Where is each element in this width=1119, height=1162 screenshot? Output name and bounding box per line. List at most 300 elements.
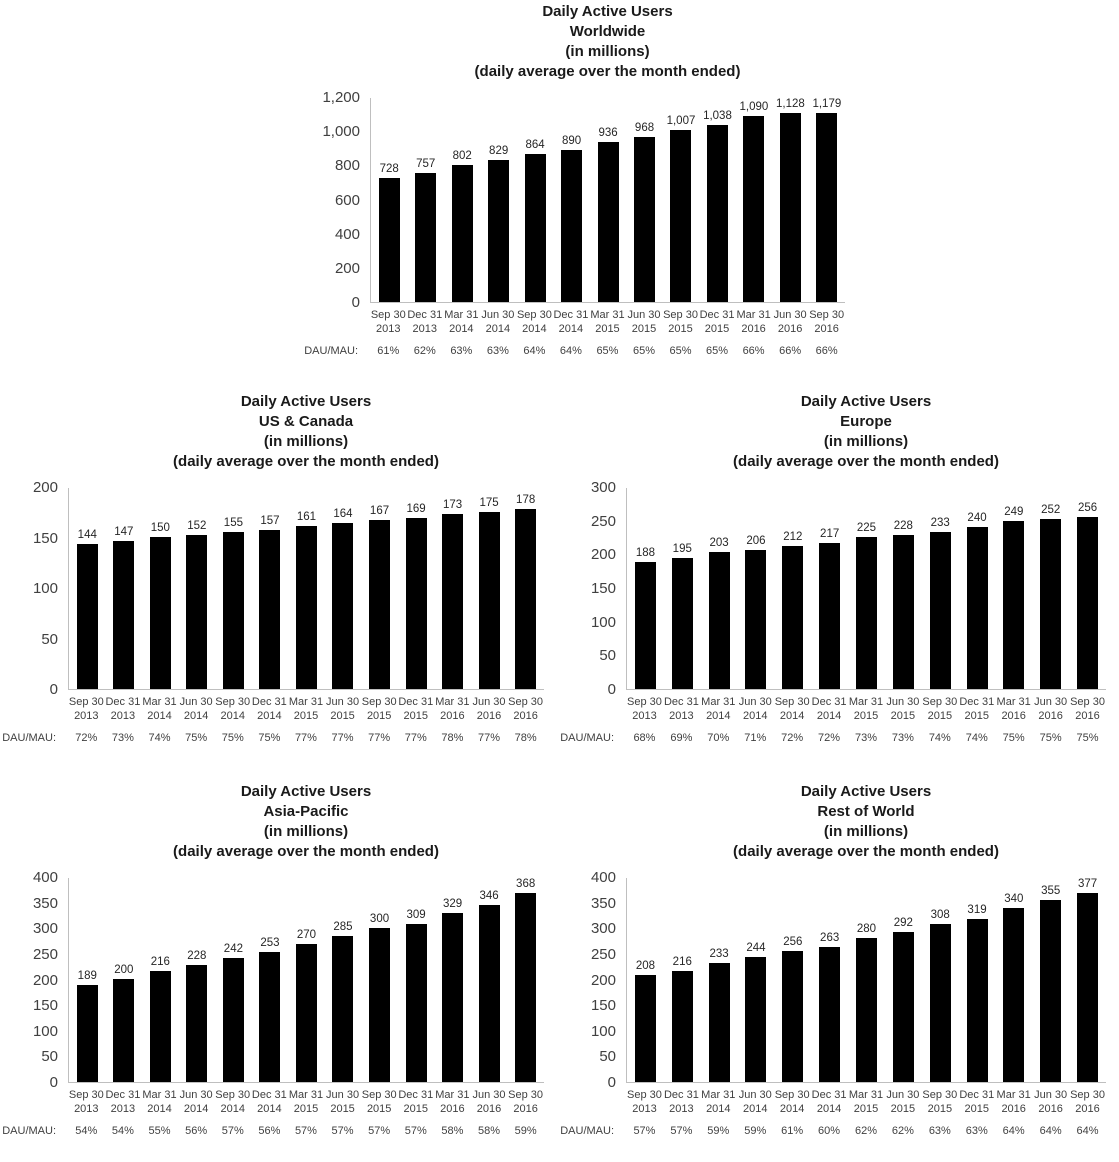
y-axis-tick-label: 350 — [32, 895, 58, 912]
bar-value-label: 233 — [930, 517, 950, 529]
dau-mau-label: DAU/MAU: — [560, 1125, 614, 1137]
chart-worldwide — [280, 2, 860, 358]
bar-value-label: 169 — [406, 503, 426, 515]
y-axis-tick-label: 300 — [32, 920, 58, 937]
bar-value-label: 216 — [150, 956, 170, 968]
x-axis-label-year: 2016 — [1001, 710, 1026, 722]
bar-slot — [434, 488, 471, 689]
bar-value-label: 256 — [1077, 502, 1098, 514]
bar-value-label: 188 — [635, 547, 656, 559]
bar-value-label: 161 — [296, 511, 317, 523]
x-axis-label — [434, 695, 471, 723]
y-axis-tick-label: 200 — [32, 972, 58, 989]
bar-slot — [434, 878, 471, 1082]
bar — [406, 518, 427, 689]
dau-mau-value: 75% — [1076, 732, 1099, 744]
bar — [782, 951, 803, 1082]
x-axis-label-year: 2016 — [1001, 1103, 1026, 1115]
dau-mau-value: 62% — [854, 1125, 877, 1137]
x-axis-label-year: 2013 — [632, 710, 657, 722]
x-axis-label — [324, 695, 361, 723]
bar-slot — [1032, 878, 1069, 1082]
x-axis-label — [663, 1088, 700, 1116]
x-axis-label — [141, 695, 178, 723]
bar-value-label: 329 — [442, 898, 463, 910]
bar-value-label: 155 — [223, 517, 243, 529]
x-axis-label-date: Dec 31 — [553, 309, 589, 321]
bar — [635, 975, 656, 1082]
dau-mau-value: 56% — [185, 1125, 208, 1137]
bar-value-label: 228 — [893, 520, 913, 532]
bar-slot — [507, 488, 544, 689]
y-axis-tick-label: 400 — [32, 869, 58, 886]
bar-slot — [444, 98, 480, 302]
x-axis-label-date: Jun 30 — [773, 309, 807, 321]
bar-slot — [772, 98, 808, 302]
bar-slot — [407, 98, 443, 302]
x-axis-label-date: Dec 31 — [398, 1089, 434, 1101]
x-axis-label — [288, 695, 325, 723]
x-axis-label-date: Mar 31 — [996, 1089, 1031, 1101]
x-axis-label-year: 2015 — [631, 323, 657, 335]
bar-slot — [371, 98, 407, 302]
x-axis-label-date: Dec 31 — [811, 696, 847, 708]
x-axis-label-year: 2015 — [890, 1103, 916, 1115]
bar-slot — [252, 488, 289, 689]
bar-slot — [325, 488, 362, 689]
bar-value-label: 936 — [598, 127, 618, 139]
bar-value-label: 1,038 — [703, 110, 732, 122]
bar-slot — [288, 488, 325, 689]
bar — [893, 535, 914, 689]
x-axis-label-year: 2015 — [595, 323, 620, 335]
bar-slot — [699, 98, 735, 302]
x-axis-label-year: 2015 — [293, 1103, 319, 1115]
chart-title-line-4: (daily average over the month ended) — [474, 63, 741, 80]
x-axis-label — [1032, 695, 1069, 723]
x-axis-label-date: Dec 31 — [407, 309, 443, 321]
dau-mau-value: 57% — [294, 1125, 317, 1137]
x-axis-label-year: 2015 — [927, 710, 953, 722]
x-axis-label-date: Jun 30 — [179, 696, 213, 708]
bar — [415, 173, 436, 302]
y-axis-tick-label: 50 — [41, 1048, 58, 1065]
bar-slot — [664, 878, 701, 1082]
x-axis-label-year: 2014 — [147, 710, 172, 722]
bar-slot — [848, 488, 885, 689]
x-axis-label — [737, 695, 774, 723]
x-axis-label-year: 2014 — [485, 323, 511, 335]
x-axis-label — [480, 308, 517, 336]
y-axis-tick-label: 200 — [32, 479, 58, 496]
y-axis-tick-label: 200 — [590, 546, 616, 563]
bar — [150, 537, 171, 689]
bar — [369, 928, 390, 1082]
x-axis-label — [662, 308, 699, 336]
chart-title-line-2: US & Canada — [258, 413, 354, 430]
bar — [1040, 900, 1061, 1082]
dau-mau-value: 72% — [781, 732, 804, 744]
bar-value-label: 340 — [1004, 893, 1024, 905]
bar-value-label: 355 — [1041, 885, 1061, 897]
bar-slot — [517, 98, 553, 302]
x-axis-label-year: 2014 — [257, 1103, 282, 1115]
x-axis-label — [178, 1088, 215, 1116]
x-axis-label — [589, 308, 626, 336]
x-axis-label-date: Mar 31 — [142, 696, 177, 708]
bar — [515, 893, 536, 1082]
dau-mau-value: 72% — [75, 732, 98, 744]
x-axis-label-date: Dec 31 — [398, 696, 434, 708]
x-axis-label-year: 2014 — [257, 710, 282, 722]
dau-mau-value: 75% — [185, 732, 208, 744]
bar — [406, 924, 427, 1082]
x-axis-label-date: Jun 30 — [1034, 696, 1068, 708]
chart-title-line-2: Asia-Pacific — [263, 803, 349, 820]
x-axis-label-date: Mar 31 — [288, 696, 324, 708]
x-axis-label-year: 2015 — [330, 710, 355, 722]
bar-value-label: 203 — [709, 537, 729, 549]
bar-value-label: 152 — [187, 520, 207, 532]
x-axis-label-year: 2015 — [668, 323, 693, 335]
dau-mau-value: 78% — [441, 732, 464, 744]
x-axis-label-year: 2013 — [669, 1103, 694, 1115]
x-axis-label — [471, 695, 508, 723]
y-axis-tick-label: 100 — [590, 1023, 616, 1040]
bar-value-label: 346 — [479, 890, 499, 902]
y-axis-tick-label: 0 — [607, 1074, 616, 1091]
bar-value-label: 728 — [379, 163, 399, 175]
x-axis-label-date: Sep 30 — [215, 1089, 251, 1101]
bar-slot — [774, 488, 811, 689]
x-axis-label — [361, 695, 398, 723]
bar-value-label: 802 — [452, 150, 472, 162]
x-axis — [626, 695, 1106, 723]
x-axis-label-date: Dec 31 — [251, 696, 287, 708]
bar-value-label: 164 — [333, 508, 353, 520]
bar — [819, 543, 840, 689]
chart-europe — [560, 392, 1116, 745]
x-axis-label-year: 2014 — [183, 1103, 209, 1115]
dau-mau-value: 57% — [368, 1125, 391, 1137]
bar-slot — [959, 488, 996, 689]
bar-slot — [995, 488, 1032, 689]
bar-value-label: 208 — [635, 960, 656, 972]
x-axis-label-year: 2015 — [964, 1103, 989, 1115]
dau-mau-value: 65% — [596, 345, 619, 357]
y-axis-tick-label: 50 — [599, 1048, 616, 1065]
dau-mau-value: 63% — [486, 345, 509, 357]
chart-body — [2, 479, 558, 698]
x-axis-label — [700, 695, 737, 723]
x-axis-label-date: Mar 31 — [590, 309, 625, 321]
x-axis-label-year: 2016 — [513, 1103, 538, 1115]
x-axis-label-year: 2016 — [1075, 1103, 1100, 1115]
dau-mau-value: 61% — [781, 1125, 804, 1137]
x-axis-label-date: Sep 30 — [774, 1089, 810, 1101]
x-axis-label — [407, 308, 444, 336]
chart-title-europe — [626, 392, 1106, 472]
x-axis-label-date: Jun 30 — [179, 1089, 213, 1101]
x-axis-label-date: Dec 31 — [663, 1089, 699, 1101]
x-axis-label-year: 2016 — [1038, 1103, 1063, 1115]
bar-value-label: 216 — [672, 956, 692, 968]
bar-slot — [471, 488, 508, 689]
bar-value-label: 242 — [223, 943, 243, 955]
x-axis-label-date: Mar 31 — [435, 696, 470, 708]
x-axis-label-date: Jun 30 — [886, 696, 920, 708]
x-axis-label-date: Sep 30 — [361, 696, 397, 708]
bar-slot — [361, 878, 398, 1082]
x-axis-label-date: Sep 30 — [361, 1089, 397, 1101]
x-axis — [370, 308, 845, 336]
chart-us-canada — [2, 392, 558, 745]
y-axis-tick-label: 800 — [334, 157, 360, 174]
x-axis-label-year: 2016 — [440, 710, 465, 722]
bar — [893, 932, 914, 1082]
x-axis-label — [105, 1088, 142, 1116]
bar-value-label: 195 — [672, 543, 692, 555]
y-axis-tick-label: 200 — [590, 972, 616, 989]
chart-title-line-1: Daily Active Users — [800, 783, 932, 800]
x-axis-label-year: 2016 — [1075, 710, 1100, 722]
bar-value-label: 829 — [489, 145, 509, 157]
x-axis-label — [443, 308, 480, 336]
bar-value-label: 285 — [333, 921, 353, 933]
x-axis-label-year: 2016 — [440, 1103, 465, 1115]
dau-mau-value: 66% — [742, 345, 765, 357]
bar-slot — [252, 878, 289, 1082]
bar-value-label: 256 — [783, 936, 803, 948]
x-axis-label-year: 2014 — [779, 1103, 805, 1115]
x-axis — [626, 1088, 1106, 1116]
dau-mau-value: 60% — [818, 1125, 841, 1137]
bar — [186, 535, 207, 689]
bar — [1003, 521, 1024, 689]
bar-value-label: 147 — [114, 526, 134, 538]
x-axis-label-year: 2015 — [366, 710, 392, 722]
x-axis-label-date: Jun 30 — [886, 1089, 920, 1101]
x-axis-label-year: 2014 — [742, 1103, 768, 1115]
dau-mau-value: 77% — [368, 732, 391, 744]
bar-value-label: 377 — [1077, 878, 1098, 890]
x-axis-label-date: Sep 30 — [774, 696, 810, 708]
dau-mau-value: 63% — [928, 1125, 951, 1137]
dau-mau-label: DAU/MAU: — [560, 732, 614, 744]
x-axis-label — [507, 1088, 544, 1116]
x-axis-label-year: 2015 — [293, 710, 319, 722]
x-axis-label-date: Sep 30 — [508, 696, 544, 708]
bar-value-label: 1,179 — [812, 98, 842, 110]
dau-mau-value: 57% — [404, 1125, 427, 1137]
chart-title-line-3: (in millions) — [263, 823, 349, 840]
bar-value-label: 270 — [296, 929, 317, 941]
chart-title-line-1: Daily Active Users — [240, 393, 372, 410]
x-axis-label — [1032, 1088, 1069, 1116]
x-axis-label — [626, 1088, 663, 1116]
chart-body — [280, 89, 860, 311]
bar-slot — [811, 488, 848, 689]
chart-rest-of-world — [560, 782, 1116, 1138]
dau-mau-value: 77% — [331, 732, 354, 744]
x-axis-label-date: Mar 31 — [848, 696, 884, 708]
dau-mau-value: 70% — [707, 732, 730, 744]
x-axis-label-year: 2015 — [927, 1103, 953, 1115]
bar-value-label: 225 — [856, 522, 877, 534]
bar-slot — [142, 488, 179, 689]
dau-mau-value: 58% — [477, 1125, 501, 1137]
x-axis-label — [700, 1088, 737, 1116]
y-axis-tick-label: 300 — [590, 920, 616, 937]
x-axis-label — [848, 1088, 885, 1116]
x-axis-label-date: Dec 31 — [663, 696, 699, 708]
chart-title-line-4: (daily average over the month ended) — [173, 843, 439, 860]
dau-mau-value: 64% — [1076, 1125, 1099, 1137]
dau-mau-value: 77% — [404, 732, 427, 744]
dau-mau-value: 64% — [1039, 1125, 1062, 1137]
x-axis-label-year: 2014 — [816, 710, 842, 722]
x-axis-label — [1069, 695, 1106, 723]
bar — [672, 971, 693, 1082]
y-axis-tick-label: 400 — [590, 869, 616, 886]
dau-mau-value: 57% — [331, 1125, 354, 1137]
x-axis-label-date: Jun 30 — [481, 309, 515, 321]
bar-value-label: 368 — [516, 878, 536, 890]
x-axis — [68, 1088, 544, 1116]
dau-mau-value: 68% — [633, 732, 656, 744]
dau-mau-value: 72% — [818, 732, 841, 744]
bar — [1077, 893, 1098, 1082]
x-axis-label — [68, 695, 105, 723]
bar-slot — [738, 878, 775, 1082]
bar — [379, 178, 400, 302]
bar-slot — [471, 878, 508, 1082]
bar-slot — [215, 488, 252, 689]
x-axis-label-date: Sep 30 — [922, 1089, 958, 1101]
x-axis-label — [1069, 1088, 1106, 1116]
x-axis-label-year: 2013 — [74, 710, 99, 722]
x-axis-label-year: 2014 — [779, 710, 805, 722]
x-axis-label-date: Jun 30 — [472, 1089, 506, 1101]
bar-slot — [215, 878, 252, 1082]
bar — [816, 113, 837, 302]
bar-slot — [809, 98, 845, 302]
bar — [707, 125, 728, 302]
y-axis-tick-label: 150 — [590, 997, 616, 1014]
dau-mau-value: 56% — [258, 1125, 281, 1137]
bar-value-label: 189 — [77, 970, 97, 982]
bar — [479, 512, 500, 689]
chart-title-line-1: Daily Active Users — [542, 3, 673, 20]
y-axis-tick-label: 400 — [334, 226, 360, 243]
dau-mau-value: 75% — [1002, 732, 1025, 744]
x-axis-label — [921, 1088, 958, 1116]
x-axis-label — [884, 695, 921, 723]
y-axis — [560, 869, 626, 1091]
dau-mau-value: 77% — [477, 732, 501, 744]
x-axis-label-date: Sep 30 — [809, 309, 845, 321]
bar-value-label: 167 — [369, 505, 390, 517]
bar-value-label: 217 — [820, 528, 840, 540]
x-axis-label — [811, 1088, 848, 1116]
x-axis-label-year: 2014 — [147, 1103, 172, 1115]
bar — [635, 562, 656, 689]
plot-area — [626, 488, 1106, 690]
dau-mau-label: DAU/MAU: — [2, 1125, 56, 1137]
x-axis-label — [626, 308, 663, 336]
bar — [930, 532, 951, 689]
chart-title-line-3: (in millions) — [823, 823, 909, 840]
x-axis-label — [626, 695, 663, 723]
bar-slot — [398, 488, 435, 689]
x-axis-label-year: 2015 — [890, 710, 916, 722]
bar — [782, 546, 803, 689]
bar — [634, 137, 655, 302]
bar — [743, 116, 764, 302]
chart-title-line-2: Europe — [840, 413, 892, 430]
x-axis-label-date: Mar 31 — [848, 1089, 884, 1101]
bar-value-label: 319 — [967, 904, 987, 916]
chart-title-line-3: (in millions) — [565, 43, 650, 60]
x-axis-label — [370, 308, 407, 336]
y-axis-tick-label: 50 — [599, 647, 616, 664]
bar-slot — [325, 878, 362, 1082]
bar-slot — [736, 98, 772, 302]
bar — [856, 537, 877, 689]
x-axis-label-date: Dec 31 — [959, 1089, 995, 1101]
y-axis-tick-label: 50 — [41, 631, 58, 648]
x-axis-label-date: Jun 30 — [627, 309, 661, 321]
x-axis-label — [774, 695, 811, 723]
bar-slot — [959, 878, 996, 1082]
bar-value-label: 864 — [525, 139, 545, 151]
chart-asia-pacific — [2, 782, 558, 1138]
dau-mau-value: 63% — [450, 345, 473, 357]
bar — [561, 150, 582, 302]
bar — [1040, 519, 1061, 689]
x-axis-label-year: 2014 — [558, 323, 584, 335]
y-axis-tick-label: 200 — [334, 260, 360, 277]
bar-slot — [69, 878, 106, 1082]
bar — [332, 523, 353, 689]
dau-mau-value: 65% — [706, 345, 729, 357]
x-axis-label-year: 2014 — [183, 710, 209, 722]
x-axis-label-year: 2015 — [964, 710, 989, 722]
dau-mau-value: 63% — [965, 1125, 988, 1137]
dau-mau-value: 57% — [633, 1125, 656, 1137]
x-axis-label-year: 2016 — [476, 710, 502, 722]
dau-mau-row — [2, 1124, 544, 1138]
bar — [186, 965, 207, 1082]
x-axis-label-year: 2016 — [741, 323, 766, 335]
bar-slot — [811, 878, 848, 1082]
chart-title-line-3: (in millions) — [823, 433, 909, 450]
bar — [672, 558, 693, 689]
x-axis-label — [178, 695, 215, 723]
x-axis-label-year: 2014 — [816, 1103, 842, 1115]
bar-value-label: 1,128 — [776, 98, 805, 110]
bar-slot — [701, 878, 738, 1082]
x-axis-label — [141, 1088, 178, 1116]
bar — [1003, 908, 1024, 1082]
y-axis-tick-label: 150 — [32, 997, 58, 1014]
bar-slot — [361, 488, 398, 689]
x-axis-label-year: 2013 — [110, 710, 136, 722]
x-axis-label — [105, 695, 142, 723]
x-axis-label — [361, 1088, 398, 1116]
bar-slot — [179, 878, 216, 1082]
chart-title-worldwide — [370, 2, 845, 82]
